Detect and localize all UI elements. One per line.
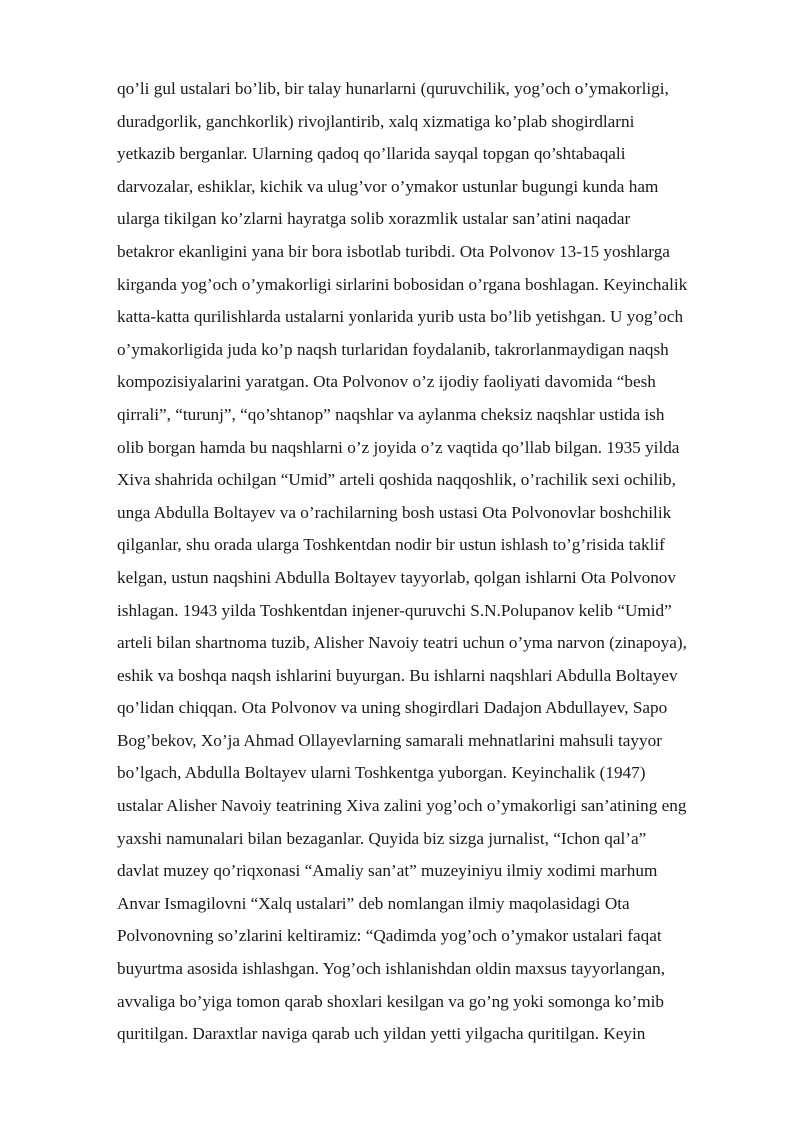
text-line: kompozisiyalarini yaratgan. Ota Polvonov o’z ijodiy faoliyati davomida “besh [117,372,656,392]
text-line: ishlagan. 1943 yilda Toshkentdan injener-quruvchi S.N.Polupanov kelib “Umid” [117,600,672,620]
text-line: ustalar Alisher Navoiy teatrining Xiva zalini yog’och o’ymakorligi san’atining eng [117,796,687,816]
body-text [117,73,747,1051]
text-line: arteli bilan shartnoma tuzib, Alisher Navoiy teatri uchun o’yma narvon (zinapoya), [117,633,687,653]
text-line: qirrali”, “turunj”, “qo’shtanop” naqshlar va aylanma cheksiz naqshlar ustida ish [117,404,665,424]
text-line: kirganda yog’och o’ymakorligi sirlarini bobosidan o’rgana boshlagan. Keyinchalik [117,274,688,294]
text-line: davlat muzey qo’riqxonasi “Amaliy san’at” muzeyiniyu ilmiy xodimi marhum [117,861,658,881]
text-line: qo’li gul ustalari bo’lib, bir talay hunarlarni (quruvchilik, yog’och o’ymakorligi, [117,79,669,98]
text-line: katta-katta qurilishlarda ustalarni yonlarida yurib usta bo’lib yetishgan. U yog’och [117,307,684,327]
text-line: quritilgan. Daraxtlar naviga qarab uch yildan yetti yilgacha quritilgan. Keyin [117,1024,646,1044]
text-line: qilganlar, shu orada ularga Toshkentdan nodir bir ustun ishlash to’g’risida taklif [117,535,665,555]
text-line: Polvonovning so’zlarini keltiramiz: “Qadimda yog’och o’ymakor ustalari faqat [117,926,662,946]
text-line: Xiva shahrida ochilgan “Umid” arteli qoshida naqqoshlik, o’rachilik sexi ochilib, [117,470,676,490]
text-line: kelgan, ustun naqshini Abdulla Boltayev tayyorlab, qolgan ishlarni Ota Polvonov [117,567,676,587]
text-line: avvaliga bo’yiga tomon qarab shoxlari kesilgan va go’ng yoki somonga ko’mib [117,991,665,1011]
text-line: olib borgan hamda bu naqshlarni o’z joyida o’z vaqtida qo’llab bilgan. 1935 yilda [117,437,680,457]
text-line: yaxshi namunalari bilan bezaganlar. Quyida biz sizga jurnalist, “Ichon qal’a” [117,828,647,848]
text-line: eshik va boshqa naqsh ishlarini buyurgan. Bu ishlarni naqshlari Abdulla Boltayev [117,665,678,685]
text-line: o’ymakorligida juda ko’p naqsh turlaridan foydalanib, takrorlanmaydigan naqsh [117,339,669,359]
text-line: Anvar Ismagilovni “Xalq ustalari” deb nomlangan ilmiy maqolasidagi Ota [117,893,630,913]
text-line: duradgorlik, ganchkorlik) rivojlantirib, xalq xizmatiga ko’plab shogirdlarni [117,111,635,131]
text-line: betakror ekanligini yana bir bora isbotlab turibdi. Ota Polvonov 13-15 yoshlarga [117,241,670,261]
text-line: yetkazib berganlar. Ularning qadoq qo’llarida sayqal topgan qo’shtabaqali [117,144,626,164]
text-line: bo’lgach, Abdulla Boltayev ularni Toshkentga yuborgan. Keyinchalik (1947) [117,763,646,783]
text-line: Bog’bekov, Xo’ja Ahmad Ollayevlarning samarali mehnatlarini mahsuli tayyor [117,730,662,750]
text-line: darvozalar, eshiklar, kichik va ulug’vor o’ymakor ustunlar bugungi kunda ham [117,176,659,196]
text-line: ularga tikilgan ko’zlarni hayratga solib xorazmlik ustalar san’atini naqadar [117,209,631,229]
text-line: qo’lidan chiqqan. Ota Polvonov va uning shogirdlari Dadajon Abdullayev, Sapo [117,698,668,718]
text-line: buyurtma asosida ishlashgan. Yog’och ishlanishdan oldin maxsus tayyorlangan, [117,959,666,979]
text-line: unga Abdulla Boltayev va o’rachilarning bosh ustasi Ota Polvonovlar boshchilik [117,502,672,522]
